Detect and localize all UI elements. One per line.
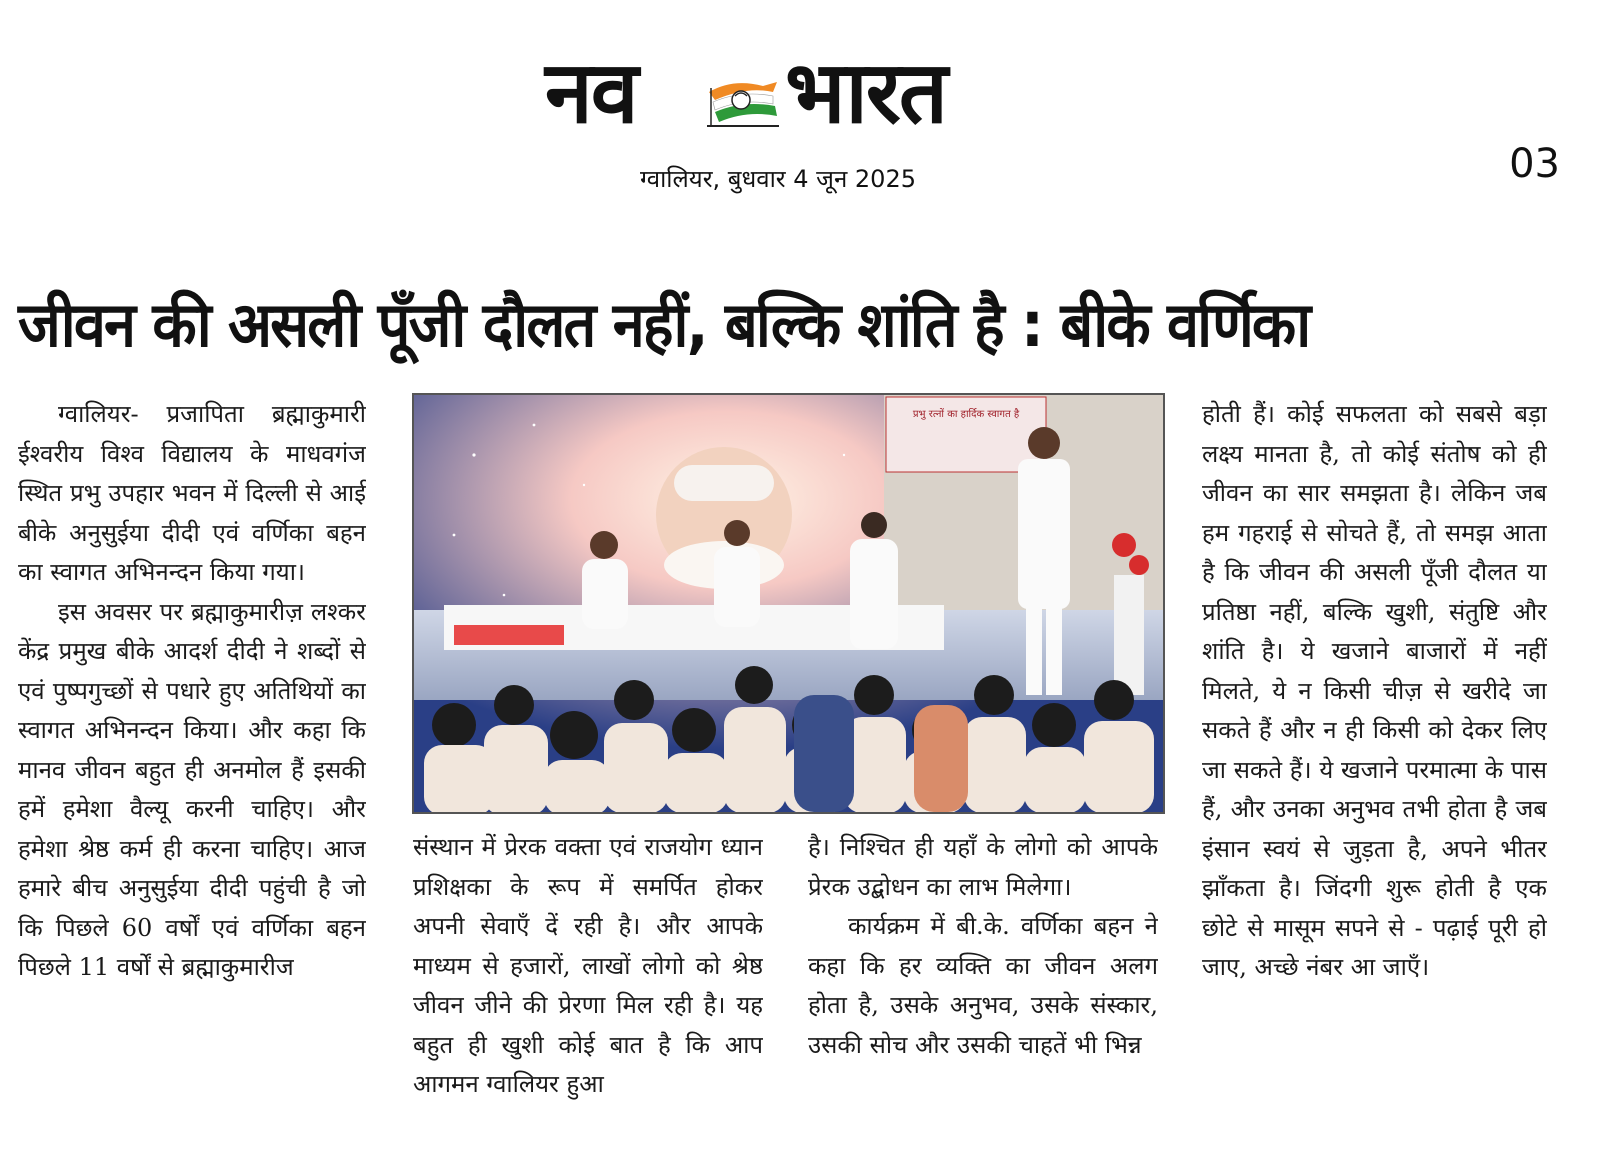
article-paragraph: संस्थान में प्रेरक वक्ता एवं राजयोग ध्यान प्रशिक्षका के रूप में समर्पित होकर अपनी सेवाएँ दें रही है। और आपके माध्यम से हजारों, लाखों लोगो को श्रेष्ठ जीवन जीने की प्रेरणा मिल रही है। यह बहुत ही खुशी कोई बात है कि आप आगमन ग्वालियर हुआ — [413, 833, 763, 1098]
dateline: ग्वालियर, बुधवार 4 जून 2025 — [640, 165, 916, 193]
masthead-logo — [545, 43, 1055, 143]
masthead-right-word: भारत — [785, 43, 946, 143]
page-number: 03 — [1509, 141, 1560, 187]
event-photo — [412, 393, 1165, 814]
article-paragraph: ग्वालियर- प्रजापिता ब्रह्माकुमारी ईश्वरीय विश्व विद्यालय के माधवगंज स्थित प्रभु उपहार भवन में दिल्ली से आई बीके अनुसुईया दीदी एवं वर्णिका बहन का स्वागत अभिनन्दन किया गया। — [18, 400, 366, 586]
masthead-left-word: नव — [545, 43, 637, 143]
article-column-3 — [808, 828, 1158, 1165]
article-paragraph: है। निश्चित ही यहाँ के लोगो को आपके प्रेरक उद्बोधन का लाभ मिलेगा। — [808, 833, 1158, 901]
article-paragraph: इस अवसर पर ब्रह्माकुमारीज़ लश्कर केंद्र प्रमुख बीके आदर्श दीदी ने शब्दों से एवं पुष्पगुच्छों से पधारे हुए अतिथियों का स्वागत अभिनन्दन किया। और कहा कि मानव जीवन बहुत ही अनमोल हैं इसकी हमें हमेशा वैल्यू करनी चाहिए। और हमेशा श्रेष्ठ कर्म ही करना चाहिए। आज हमारे बीच अनुसुईया दीदी पहुंची है जो कि पिछले 60 वर्षों एवं वर्णिका बहन पिछले 11 वर्षों से ब्रह्माकुमारीज — [18, 597, 366, 981]
event-photo-illustration — [414, 395, 1163, 812]
article-paragraph: कार्यक्रम में बी.के. वर्णिका बहन ने कहा कि हर व्यक्ति का जीवन अलग होता है, उसके अनुभव, उसके संस्कार, उसकी सोच और उसकी चाहतें भी भिन्न — [808, 912, 1158, 1059]
photo-banner-text: प्रभु रत्नों का हार्दिक स्वागत है — [912, 409, 1020, 420]
article-column-4 — [1202, 395, 1547, 1165]
article-column-1 — [18, 395, 366, 1165]
headline: जीवन की असली पूँजी दौलत नहीं, बल्कि शांति है : बीके वर्णिका — [18, 288, 1310, 361]
article-paragraph: होती हैं। कोई सफलता को सबसे बड़ा लक्ष्य मानता है, तो कोई संतोष को ही जीवन का सार समझता है। लेकिन जब हम गहराई से सोचते हैं, तो समझ आता है कि जीवन की असली पूँजी दौलत या प्रतिष्ठा नहीं, बल्कि खुशी, संतुष्टि और शांति है। ये खजाने बाजारों में नहीं मिलते, ये न किसी चीज़ से खरीदे जा सकते हैं और न ही किसी को देकर लिए जा सकते हैं। ये खजाने परमात्मा के पास हैं, और उनका अनुभव तभी होता है जब इंसान स्वयं से जुड़ता है, अपने भीतर झाँकता है। जिंदगी शुरू होती है एक छोटे से मासूम सपने से - पढ़ाई पूरी हो जाए, अच्छे नंबर आ जाएँ। — [1202, 400, 1547, 981]
flag-emblem-icon — [703, 70, 783, 132]
article-column-2 — [413, 828, 763, 1165]
